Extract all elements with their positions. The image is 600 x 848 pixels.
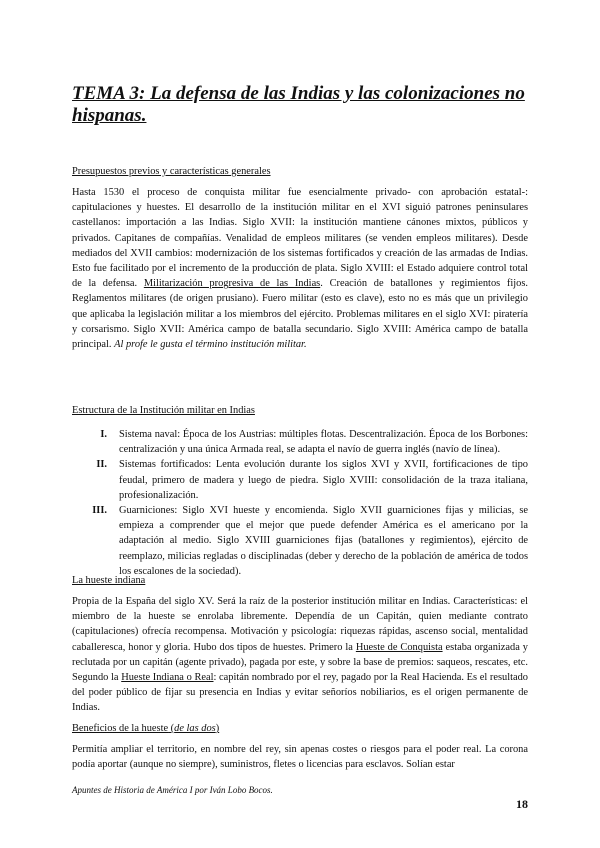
list-item bbox=[72, 457, 528, 503]
list-item-number: III. bbox=[92, 505, 107, 517]
underlined-phrase: Hueste de Conquista bbox=[355, 641, 443, 653]
paragraph-beneficios: Permitía ampliar el territorio, en nombre del rey, sin apenas costes o riesgos para el poder real. La corona podía aportar (aunque no siempre), suministros, fletes o licencias para esclavos. Solían estar bbox=[72, 744, 528, 771]
heading-italic: de las dos bbox=[174, 723, 216, 734]
footer-credit: Apuntes de Historia de América I por Iván Lobo Bocos. bbox=[72, 785, 273, 795]
page-number: 18 bbox=[516, 797, 528, 811]
list-item-number: II. bbox=[96, 459, 107, 471]
paragraph-presupuestos bbox=[72, 185, 528, 352]
underlined-phrase: Militarización progresiva de las Indias bbox=[143, 278, 321, 290]
underlined-phrase: Hueste Indiana o Real bbox=[121, 672, 214, 684]
section-heading-estructura: Estructura de la Institución militar en Indias bbox=[72, 405, 255, 416]
paragraph-text: : capitán nombrado por el rey, pagado por la Real Hacienda. Es el resultado del poder público de fijar su presencia en Indias y evitar señoríos nobiliarios, es el origen permanente de Indias. bbox=[72, 672, 529, 714]
paragraph-text: Propia de la España del siglo XV. Será la raíz de la posterior institución militar en Indias. Características: el miembro de la hueste se enrolaba libremente. Dependía de un Capitán, quien mediante contrato (capitulaciones) ofrecía recompensa. Motivación y psicología: riquezas rápidas, ascenso social, mentalidad caballeresca, honor y gloria. Hubo dos tipos de huestes. Primero la bbox=[72, 596, 528, 653]
list-item-text: Sistema naval: Época de los Austrias: múltiples flotas. Descentralización. Época de los Borbones: centralización y una única Armada real, se adapta el navío de guerra inglés (navío de línea). bbox=[119, 429, 528, 456]
paragraph-text: Hasta 1530 el proceso de conquista militar fue esencialmente privado- con aprobación estatal-: capitulaciones y huestes. El desarrollo de la institución militar en el XVI siguió patrones peninsulares castellanos: importación a las Indias. Siglo XVII: la institución mantiene cánones mixtos, públicos y privados. Capitanes de compañías. Venalidad de empleos militares (se venden empleos militares). Desde mediados del XVII cambios: modernización de los sistemas fortificados y creación de las armadas de Indias. Esto fue facilitado por el incremento de la producción de plata. Siglo XVIII: el Estado adquiere control total de la defensa. bbox=[72, 187, 528, 290]
italic-note: Al profe le gusta el término institución militar. bbox=[114, 339, 307, 351]
list-item-text: Guarniciones: Siglo XVI hueste y encomienda. Siglo XVII guarniciones fijas y milicias, se empieza a comprender que el mejor que puede defender América es el americano por la adaptación al medio. Siglo XVIII guarniciones fijas (batallones y regimientos), ejército de reemplazo, milicias regladas o disciplinadas (deber y derecho de la población de américa de todos los escalones de la sociedad). bbox=[119, 505, 528, 577]
list-item-number: I. bbox=[100, 429, 107, 440]
list-item-text: Sistemas fortificados: Lenta evolución durante los siglos XVI y XVII, fortificaciones de tipo feudal, primero de madera y luego de piedra. Siglo XVIII: consolidación de la traza italiana, profesionalización. bbox=[119, 459, 528, 501]
heading-paren: ( bbox=[168, 723, 175, 734]
section-heading-presupuestos: Presupuestos previos y características generales bbox=[72, 166, 271, 177]
paragraph-text: estaba organizada y reclutada por un capitán (agente privado), pagada por este, y sobre la base de premios: saqueos, rescates, etc. Segundo la bbox=[72, 641, 528, 684]
paragraph-text: . Creación de batallones y regimientos fijos. Reglamentos militares (de origen prusiano). Fuero militar (esto es clave), esto no es más que un privilegio que aplicaba la legislación militar a los miembros del ejército. Problemas militares en el siglo XVI: piratería y corsarismo. Siglo XVII: América campo de batalla secundario. Siglo XVIII: América campo de batalla principal. bbox=[72, 278, 528, 351]
numbered-list bbox=[72, 427, 528, 579]
section-heading-hueste: La hueste indiana bbox=[72, 575, 146, 586]
paragraph-hueste bbox=[72, 594, 528, 716]
document-page bbox=[72, 0, 528, 848]
page-title: TEMA 3: La defensa de las Indias y las colonizaciones no hispanas. bbox=[72, 83, 525, 126]
list-item bbox=[72, 503, 528, 579]
list-item bbox=[72, 427, 528, 457]
heading-underlined: Beneficios de la hueste bbox=[72, 723, 169, 734]
section-heading-beneficios bbox=[72, 722, 528, 736]
heading-paren: ) bbox=[215, 723, 220, 734]
